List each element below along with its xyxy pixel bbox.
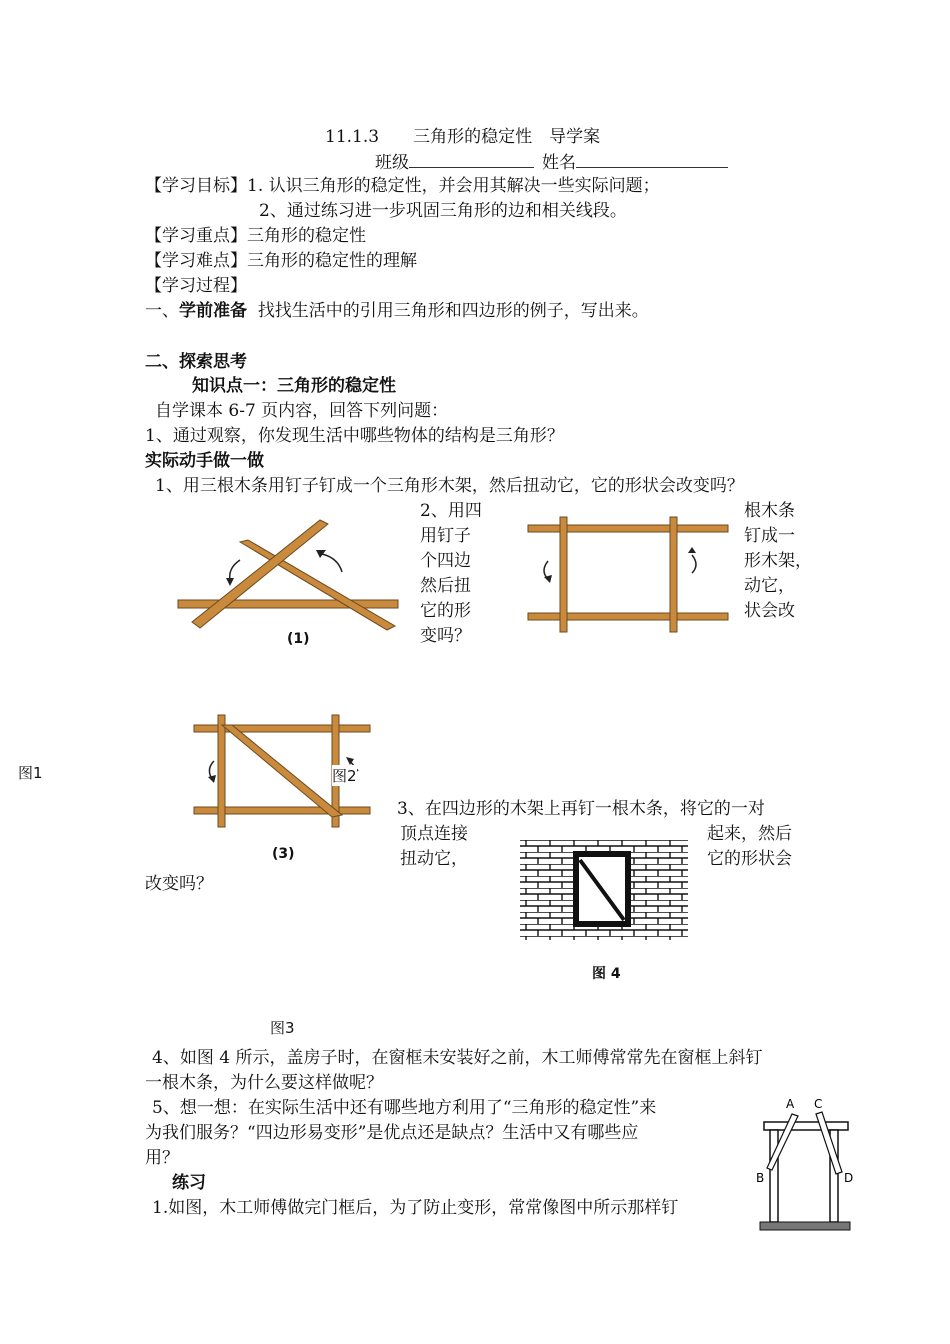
name-label: 姓名 xyxy=(542,153,576,173)
q2-left-5: 它的形 xyxy=(420,601,471,621)
q5-line-3: 用？ xyxy=(145,1148,179,1168)
hands-on-question-1: 1、用三根木条用钉子钉成一个三角形木架，然后扭动它，它的形状会改变吗？ xyxy=(155,476,744,496)
q5-line-1: 5、想一想：在实际生活中还有哪些地方利用了“三角形的稳定性”来 xyxy=(152,1098,657,1118)
section1-title: 学前准备 xyxy=(179,301,247,321)
q2-right-5: 状会改 xyxy=(744,601,795,621)
q2-right-1: 根木条 xyxy=(744,501,795,521)
q4-line-2: 一根木条，为什么要这样做呢？ xyxy=(145,1073,383,1093)
q3-line-1: 3、在四边形的木架上再钉一根木条，将它的一对 xyxy=(397,799,765,819)
difficulty-text: 三角形的稳定性的理解 xyxy=(247,251,417,271)
name-blank xyxy=(576,149,728,168)
figure-1-label: 图1 xyxy=(18,764,43,782)
practice-title: 练习 xyxy=(172,1173,206,1193)
figure-4-label: 图 4 xyxy=(592,966,621,982)
q3-line-2b: 起来，然后 xyxy=(707,824,792,844)
q2-left-1: 2、用四 xyxy=(420,501,482,521)
q2-left-3: 个四边 xyxy=(420,551,471,571)
process-label: 【学习过程】 xyxy=(145,276,247,296)
figure-caption-1: (1) xyxy=(287,631,310,647)
question-1: 1、通过观察，你发现生活中哪些物体的结构是三角形？ xyxy=(145,426,564,446)
brick-wall-window-figure xyxy=(520,840,688,940)
key-point-text: 三角形的稳定性 xyxy=(247,226,366,246)
class-blank xyxy=(409,149,534,168)
door-label-d: D xyxy=(844,1171,854,1185)
figure-3-label: 图3 xyxy=(270,1019,295,1037)
key-point-label: 【学习重点】 xyxy=(145,226,247,246)
door-label-c: C xyxy=(814,1097,823,1111)
section1-prefix: 一、 xyxy=(145,301,179,321)
difficulty-label: 【学习难点】 xyxy=(145,251,247,271)
q3-line-3a: 扭动它， xyxy=(400,849,468,869)
section1-text: 找找生活中的引用三角形和四边形的例子，写出来。 xyxy=(257,301,649,321)
q3-line-3b: 它的形状会 xyxy=(707,849,792,869)
objectives-line-1 xyxy=(145,174,660,198)
figure-2-label: 图2 xyxy=(332,767,357,785)
q2-right-2: 钉成一 xyxy=(744,526,795,546)
section1-line xyxy=(145,299,649,323)
q2-left-6: 变吗？ xyxy=(420,626,471,646)
q5-line-2: 为我们服务？“四边形易变形”是优点还是缺点？生活中又有哪些应 xyxy=(145,1123,639,1143)
door-label-a: A xyxy=(786,1097,795,1111)
q2-left-2: 用钉子 xyxy=(420,526,471,546)
page-title: 11.1.3 三角形的稳定性 导学案 xyxy=(325,127,601,147)
quadrilateral-frame-figure xyxy=(520,513,740,643)
q4-line-1: 4、如图 4 所示，盖房子时，在窗框未安装好之前，木工师傅常常先在窗框上斜钉 xyxy=(152,1048,763,1068)
section2-title: 二、探索思考 xyxy=(145,352,247,372)
figure-caption-3: (3) xyxy=(272,846,295,862)
hands-on-title: 实际动手做一做 xyxy=(145,451,264,471)
door-frame-figure xyxy=(756,1094,856,1234)
objective-2: 2、通过练习进一步巩固三角形的边和相关线段。 xyxy=(259,201,627,221)
knowledge-point-title: 知识点一：三角形的稳定性 xyxy=(192,376,396,396)
objective-1: 1. 认识三角形的稳定性，并会用其解决一些实际问题； xyxy=(247,176,660,196)
door-label-b: B xyxy=(756,1171,765,1185)
practice-line-1: 1.如图，木工师傅做完门框后，为了防止变形，常常像图中所示那样钉 xyxy=(152,1198,679,1218)
q2-right-3: 形木架， xyxy=(744,551,812,571)
q2-left-4: 然后扭 xyxy=(420,576,471,596)
q3-line-4: 改变吗？ xyxy=(145,874,213,894)
q3-line-2a: 顶点连接 xyxy=(400,824,468,844)
class-label: 班级 xyxy=(375,153,409,173)
difficulty-line xyxy=(145,249,417,273)
self-study-text: 自学课本 6-7 页内容，回答下列问题： xyxy=(155,401,449,421)
objectives-label: 【学习目标】 xyxy=(145,176,247,196)
class-name-line xyxy=(375,149,728,175)
key-point-line xyxy=(145,224,366,248)
q2-right-4: 动它， xyxy=(744,576,795,596)
